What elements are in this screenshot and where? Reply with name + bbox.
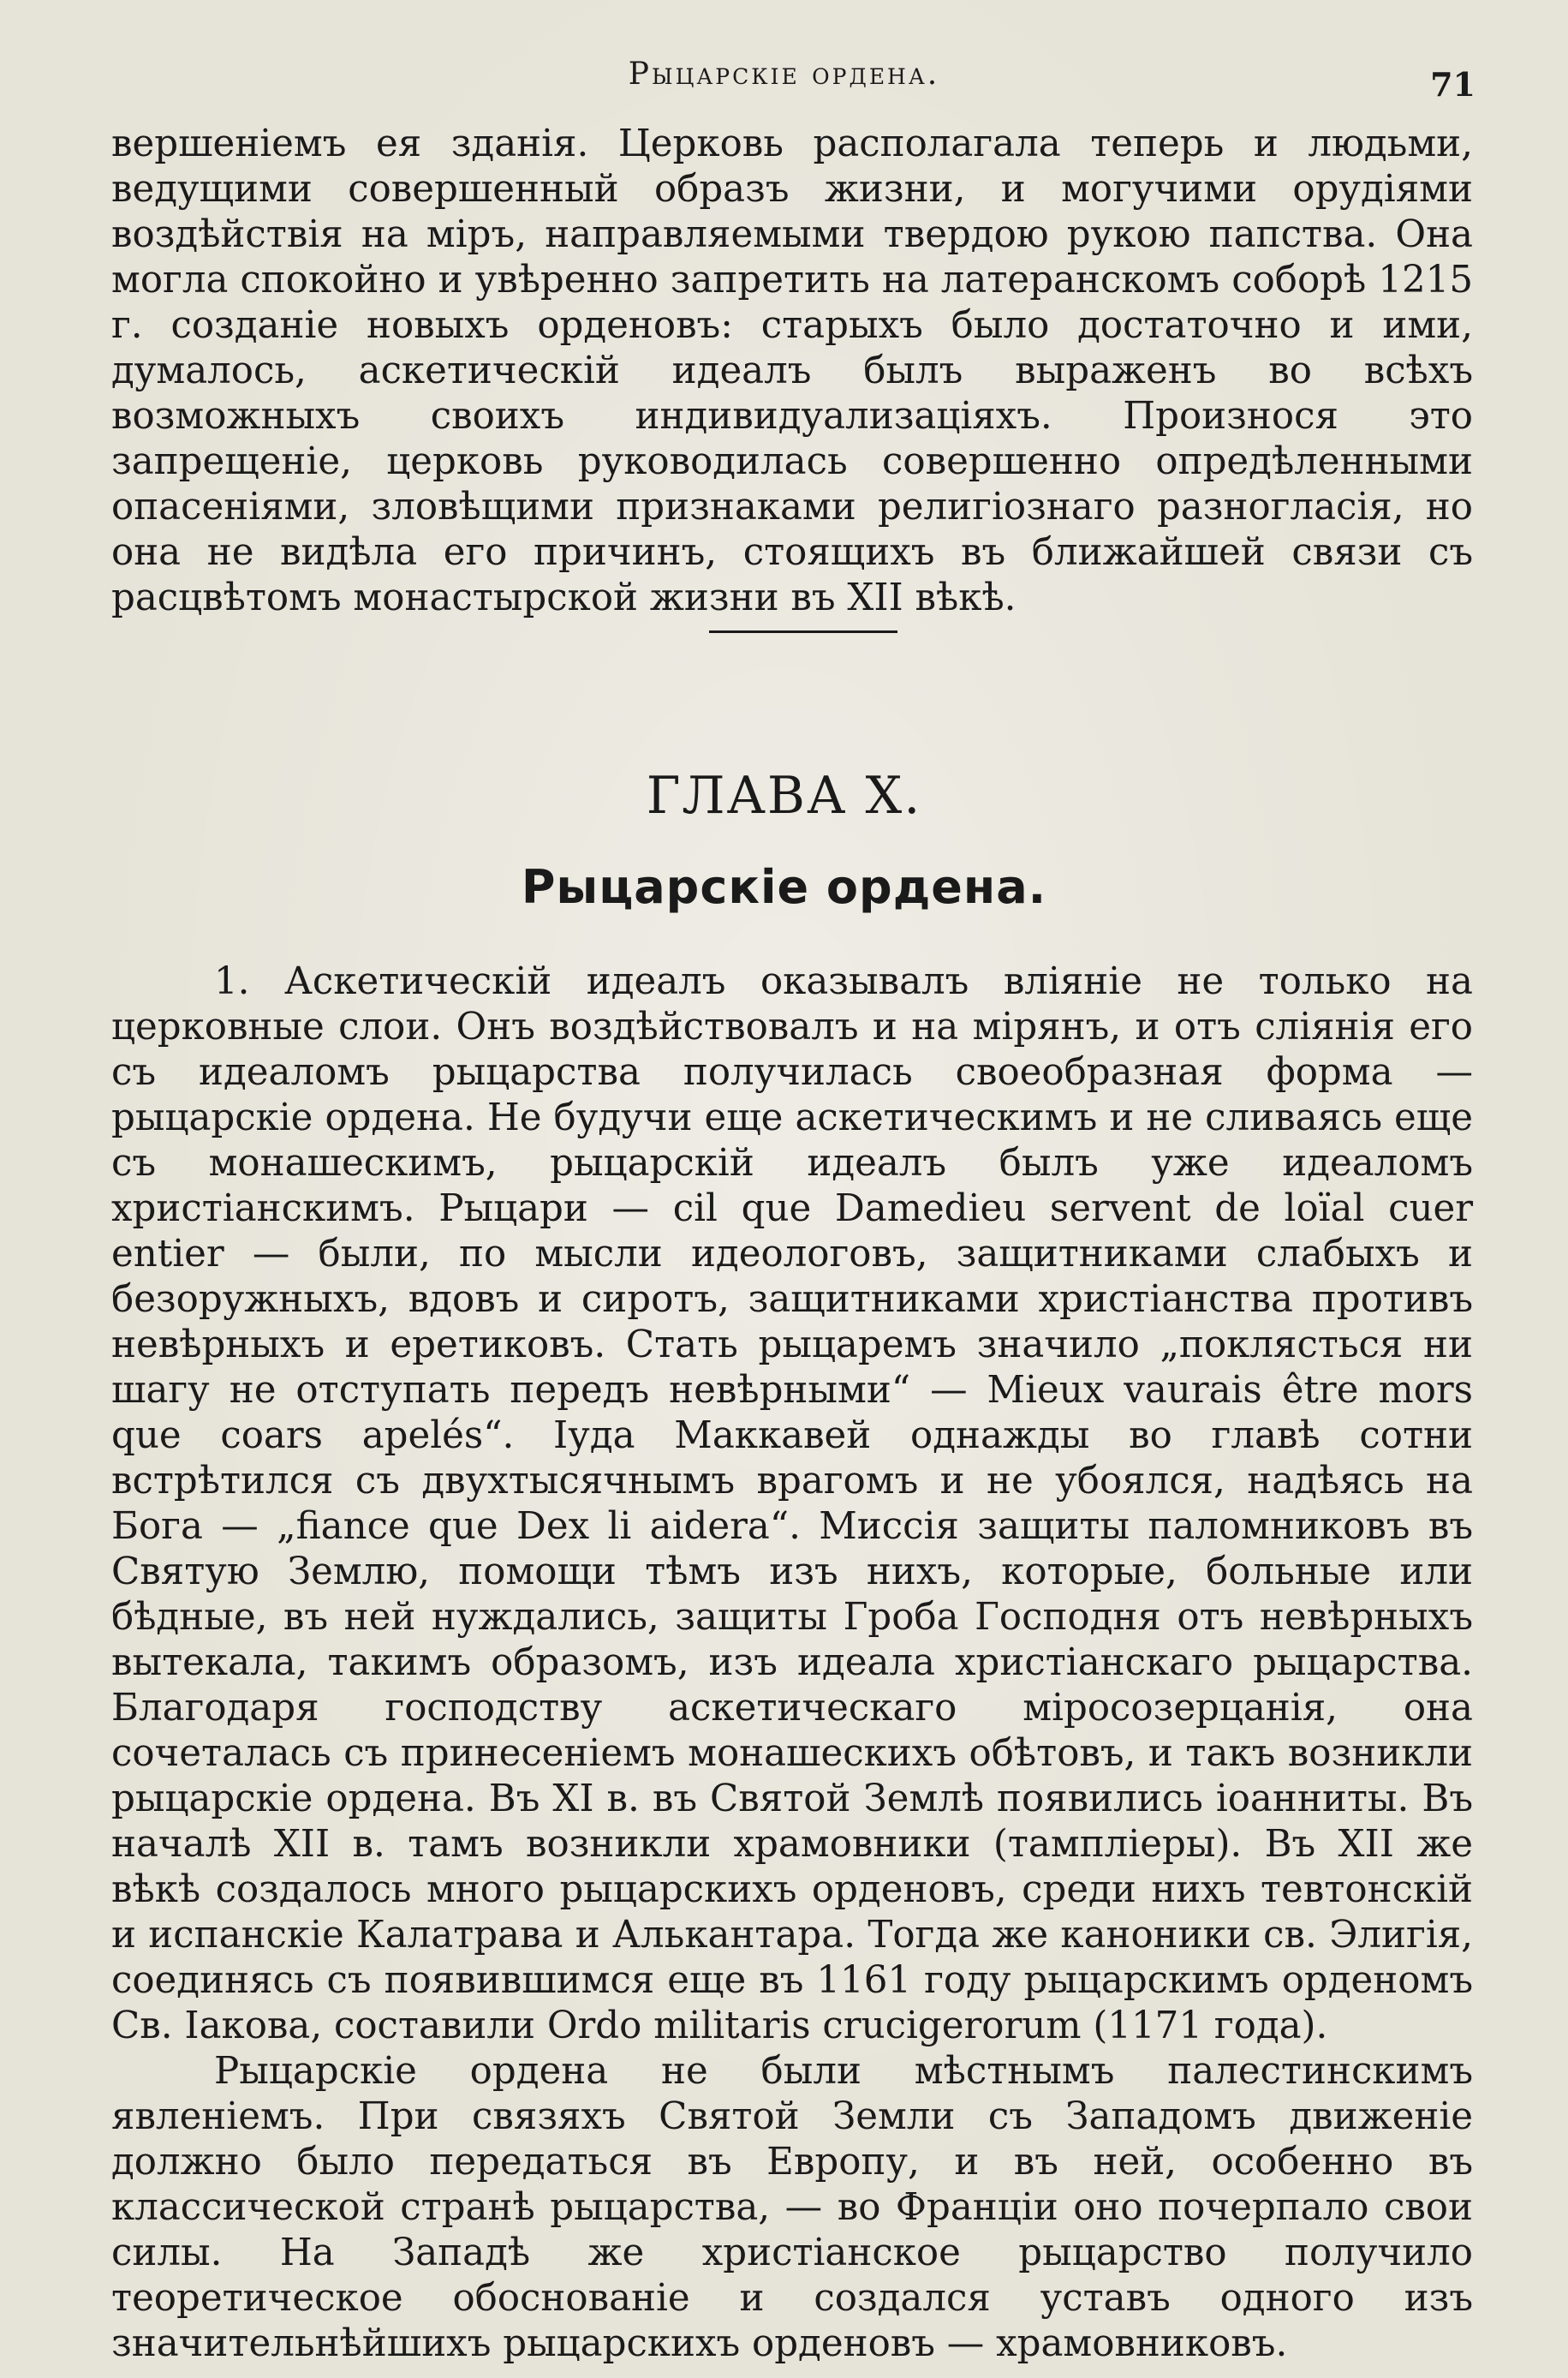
running-header	[0, 41, 1568, 104]
intro-paragraph: вершеніемъ ея зданія. Церковь располагала теперь и людьми, ведущими совершенный образъ жизни, и могучими орудіями воздѣйствія на міръ, направляемыми твердою рукою папства. Она могла спокойно и увѣренно запретить на латеранскомъ соборѣ 1215 г. созданіе новыхъ орденовъ: старыхъ было достаточно и ими, думалось, аскетическій идеалъ былъ выраженъ во всѣхъ возможныхъ своихъ индивидуализаціяхъ. Произнося это запрещеніе, церковь руководилась совершенно опредѣленными опасеніями, зловѣщими признаками религіознаго разногласія, но она не видѣла его причинъ, стоящихъ въ ближайшей связи съ расцвѣтомъ монастырской жизни въ XII вѣкѣ.	[111, 122, 1473, 619]
running-title: Рыцарскіе ордена.	[628, 57, 940, 92]
page-number: 71	[1430, 65, 1476, 104]
chapter-number: ГЛАВА X.	[646, 766, 922, 826]
intro-paragraph-block	[111, 122, 1473, 621]
paragraph: 1. Аскетическій идеалъ оказывалъ вліяніе не только на церковные слои. Онъ воздѣйствовалъ и на мірянъ, и отъ слiянiя его съ идеаломъ рыцарства получилась своеобразная форма — рыцарскіе ордена. Не будучи еще аскетическимъ и не сливаясь еще съ монашескимъ, рыцарскій идеалъ былъ уже идеаломъ христіанскимъ. Рыцари — cil que Damedieu servent de loïal cuer entier — были, по мысли идеологовъ, защитниками слабыхъ и безоружныхъ, вдовъ и сиротъ, защитниками христіанства противъ невѣрныхъ и еретиковъ. Стать рыцаремъ значило „поклясться ни шагу не отступать передъ невѣрными“ — Mieux vaurais être mors que coars apelés“. Іуда Маккавей однажды во главѣ сотни встрѣтился съ двухтысячнымъ врагомъ и не убоялся, надѣясь на Бога — „fiance que Dex li aidera“. Миссія защиты паломниковъ въ Святую Землю, помощи тѣмъ изъ нихъ, которые, больные или бѣдные, въ ней нуждались, защиты Гроба Господня отъ невѣрныхъ вытекала, такимъ образомъ, изъ идеала христіанскаго рыцарства. Благодаря господству аскетическаго міросозерцанія, она сочеталась съ принесеніемъ монашескихъ обѣтовъ, и такъ возникли рыцарскіе ордена. Въ XI в. въ Святой Землѣ появились іоанниты. Въ началѣ XII в. тамъ возникли храмовники (тампліеры). Въ XII же вѣкѣ создалось много рыцарскихъ орденовъ, среди нихъ тевтонскій и испанскіе Калатрава и Алькантара. Тогда же каноники св. Элигія, соединясь съ появившимся еще въ 1161 году рыцарскимъ орденомъ Св. Іакова, составили Ordo militaris crucigerorum (1171 года).	[111, 960, 1473, 2047]
paragraph: Рыцарскіе ордена не были мѣстнымъ палестинскимъ явленіемъ. При связяхъ Святой Земли съ Западомъ движеніе должно было передаться въ Европу, и въ ней, особенно въ классической странѣ рыцарства, — во Франціи оно почерпало свои силы. На Западѣ же христіанское рыцарство получило теоретическое обоснованіе и создался уставъ одного изъ значительнѣйшихъ рыцарскихъ орденовъ — храмовниковъ.	[111, 2050, 1473, 2365]
section-divider	[709, 630, 897, 633]
chapter-body	[111, 959, 1473, 2367]
chapter-title: Рыцарскіе ордена.	[521, 860, 1047, 914]
